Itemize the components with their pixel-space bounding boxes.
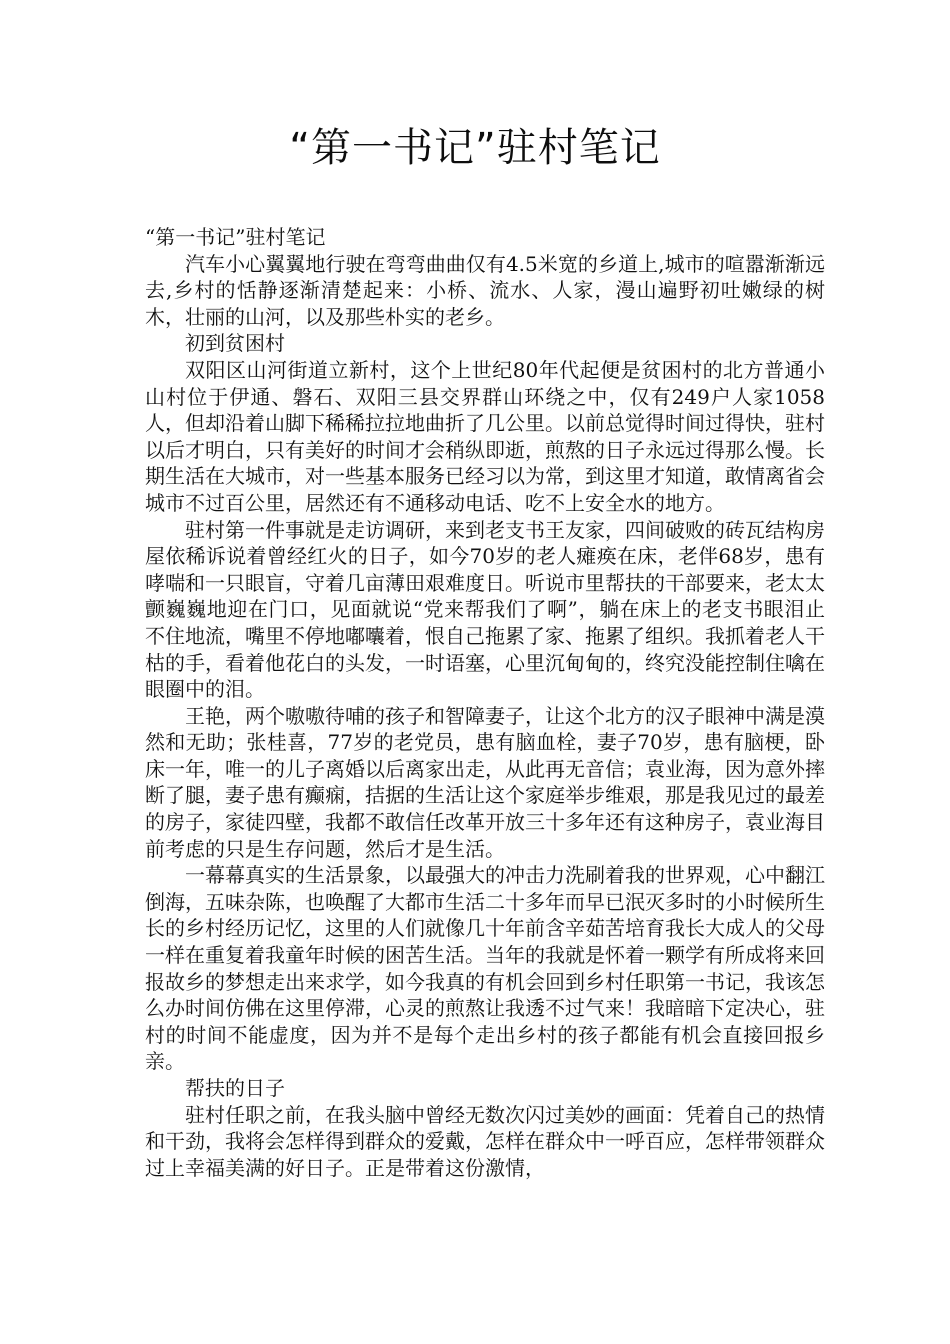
paragraph-before-posting: 驻村任职之前，在我头脑中曾经无数次闪过美妙的画面：凭着自己的热情和干劲，我将会怎样得到群众的爱戴，怎样在群众中一呼百应，怎样带领群众过上幸福美满的好日子。正是带着这份激情， [145,1102,825,1180]
paragraph-first-visit: 驻村第一件事就是走访调研，来到老支书王友家，四间破败的砖瓦结构房屋依稀诉说着曾经红火的日子，如今70岁的老人瘫痪在床，老伴68岁，患有哮喘和一只眼盲，守着几亩薄田艰难度日。听说市里帮扶的干部要来，老太太颤巍巍地迎在门口，见面就说“党来帮我们了啊”，躺在床上的老支书眼泪止不住地流，嘴里不停地嘟囔着，恨自己拖累了家、拖累了组织。我抓着老人干枯的手，看着他花白的头发，一时语塞，心里沉甸甸的，终究没能控制住噙在眼圈中的泪。 [145,517,825,702]
document-body [145,224,825,1181]
paragraph-village-overview: 双阳区山河街道立新村，这个上世纪80年代起便是贫困村的北方普通小山村位于伊通、磐石、双阳三县交界群山环绕之中，仅有249户人家1058人，但却沿着山脚下稀稀拉拉地曲折了几公里。以前总觉得时间过得快，驻村以后才明白，只有美好的时间才会稍纵即逝，煎熬的日子永远过得那么慢。长期生活在大城市，对一些基本服务已经习以为常，到这里才知道，敢情离省会城市不过百公里，居然还有不通移动电话、吃不上安全水的地方。 [145,357,825,515]
section-heading-helping-days: 帮扶的日子 [185,1076,285,1100]
paragraph-villagers: 王艳，两个嗷嗷待哺的孩子和智障妻子，让这个北方的汉子眼神中满是漠然和无助；张桂喜，77岁的老党员，患有脑血栓，妻子70岁，患有脑梗，卧床一年，唯一的儿子离婚以后离家出走，从此再无音信；袁业海，因为意外摔断了腿，妻子患有癫痫，拮据的生活让这个家庭举步维艰，那是我见过的最差的房子，家徒四壁，我都不敢信任改革开放三十多年还有这种房子，袁业海目前考虑的只是生存问题，然后才是生活。 [145,703,825,861]
body-subtitle: “第一书记”驻村笔记 [145,225,326,249]
paragraph-intro: 汽车小心翼翼地行驶在弯弯曲曲仅有4.5米宽的乡道上,城市的喧嚣渐渐远去,乡村的恬静逐渐清楚起来：小桥、流水、人家，漫山遍野初吐嫩绿的树木，壮丽的山河，以及那些朴实的老乡。 [145,251,825,329]
section-heading-first-arrival: 初到贫困村 [185,331,285,356]
document-title: “第一书记”驻村笔记 [289,125,661,171]
paragraph-reflection: 一幕幕真实的生活景象，以最强大的冲击力洗刷着我的世界观，心中翻江倒海，五味杂陈，也唤醒了大都市生活二十多年而早已泯灭多时的小时候所生长的乡村经历记忆，这里的人们就像几十年前含辛茹苦培育我长大成人的父母一样在重复着我童年时候的困苦生活。当年的我就是怀着一颗学有所成将来回报故乡的梦想走出来求学，如今我真的有机会回到乡村任职第一书记，我该怎么办时间仿佛在这里停滞，心灵的煎熬让我透不过气来！我暗暗下定决心，驻村的时间不能虚度，因为并不是每个走出乡村的孩子都能有机会直接回报乡亲。 [145,863,825,1074]
